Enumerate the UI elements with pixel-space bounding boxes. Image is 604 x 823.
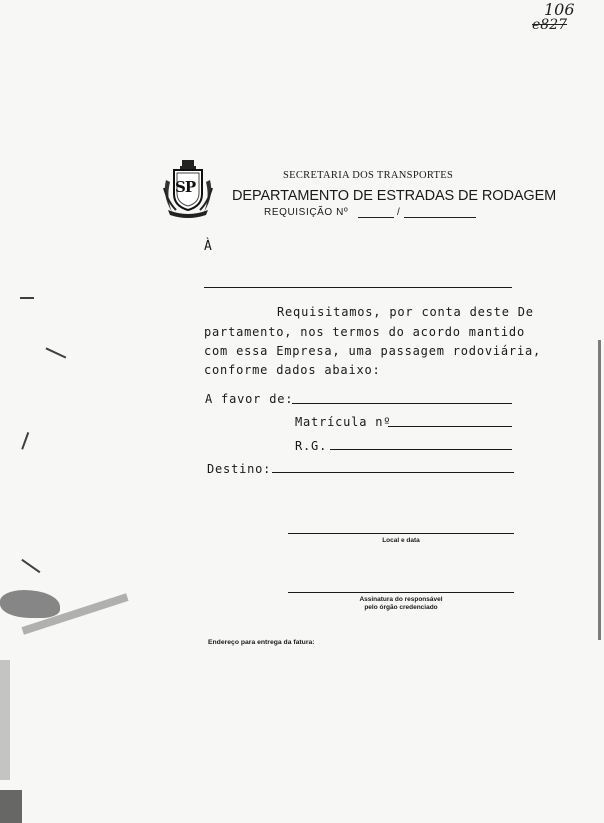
- favor-field-line[interactable]: [292, 403, 512, 404]
- scan-artifact: [0, 790, 22, 823]
- paragraph-line-1: Requisitamos, por conta deste De: [277, 305, 534, 319]
- destino-label: Destino:: [207, 462, 272, 476]
- destino-field-line[interactable]: [272, 472, 514, 473]
- requisicao-number-blank: [358, 207, 394, 218]
- scan-artifact: [22, 559, 41, 573]
- departamento-title: DEPARTAMENTO DE ESTRADAS DE RODAGEM: [232, 188, 557, 204]
- requisicao-line: [264, 207, 476, 218]
- scan-artifact: [0, 660, 10, 780]
- paragraph-line-4: conforme dados abaixo:: [204, 363, 381, 377]
- requisicao-year-blank: [404, 207, 476, 218]
- addressee-line: [204, 287, 512, 288]
- paragraph-line-2: partamento, nos termos do acordo mantido: [204, 325, 525, 339]
- signature-line[interactable]: [288, 592, 514, 593]
- secretaria-title: SECRETARIA DOS TRANSPORTES: [283, 170, 454, 181]
- rg-field-line[interactable]: [330, 449, 512, 450]
- matricula-label: Matrícula nº: [295, 415, 392, 429]
- local-data-label: Local e data: [382, 537, 420, 544]
- signature-label-1: Assinatura do responsável: [359, 596, 443, 603]
- page-annotation-bottom: e827: [532, 17, 568, 33]
- matricula-field-line[interactable]: [388, 426, 512, 427]
- scan-artifact: [21, 432, 29, 449]
- addressee-label: À: [204, 239, 213, 254]
- rg-label: R.G.: [295, 439, 328, 453]
- scan-artifact: [46, 347, 67, 358]
- paragraph-line-3: com essa Empresa, uma passagem rodoviária,: [204, 344, 542, 358]
- page-annotation-top: 106: [544, 0, 575, 19]
- scan-artifact: [0, 590, 60, 618]
- favor-label: A favor de:: [205, 392, 294, 406]
- local-data-line[interactable]: [288, 533, 514, 534]
- scan-artifact: [20, 297, 34, 299]
- endereco-label: Endereço para entrega da fatura:: [208, 639, 315, 646]
- seal-letters: SP: [175, 178, 196, 196]
- scan-artifact: [598, 340, 601, 640]
- signature-label-2: pelo órgão credenciado: [364, 604, 438, 611]
- requisicao-separator: /: [397, 207, 401, 218]
- requisicao-label: REQUISIÇÃO Nº: [264, 207, 349, 218]
